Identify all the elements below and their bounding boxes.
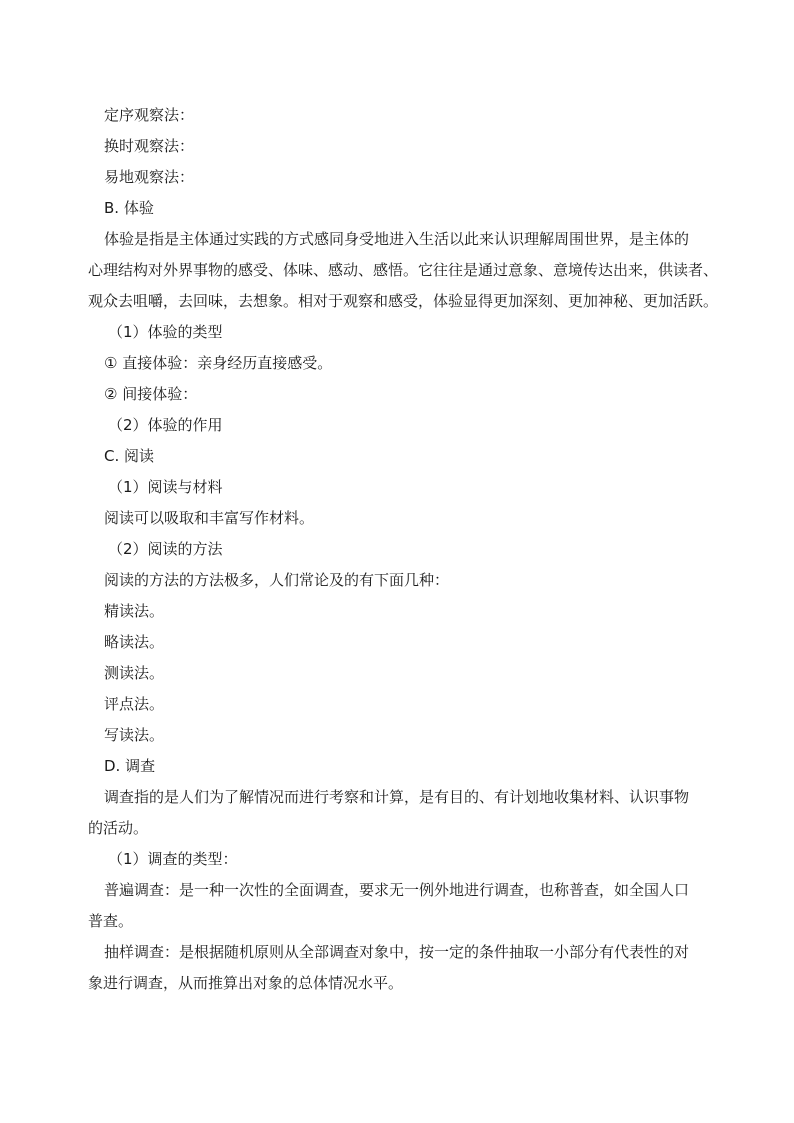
subheading-survey-types: （1）调查的类型： bbox=[108, 850, 238, 868]
section-heading-c: C. 阅读 bbox=[104, 447, 155, 465]
text-line: 阅读的方法的方法极多，人们常论及的有下面几种： bbox=[104, 571, 450, 589]
document-body bbox=[88, 100, 719, 999]
paragraph-experience-definition bbox=[88, 224, 719, 317]
paragraph-line: 普查。 bbox=[88, 912, 134, 930]
paragraph-line: 体验是指是主体通过实践的方式感同身受地进入生活以此来认识理解周围世界，是主体的 bbox=[104, 230, 690, 248]
list-item: 测读法。 bbox=[104, 664, 165, 682]
list-item: 写读法。 bbox=[104, 726, 165, 744]
text-line: 换时观察法： bbox=[104, 137, 195, 155]
list-item: 略读法。 bbox=[104, 633, 165, 651]
text-line: 阅读可以吸取和丰富写作材料。 bbox=[104, 509, 315, 527]
paragraph-line: 心理结构对外界事物的感受、体味、感动、感悟。它往往是通过意象、意境传达出来，供读者、 bbox=[88, 261, 719, 279]
subheading-reading-material: （1）阅读与材料 bbox=[108, 478, 223, 496]
paragraph-line: 调查指的是人们为了解情况而进行考察和计算，是有目的、有计划地收集材料、认识事物 bbox=[104, 788, 690, 806]
paragraph-line: 抽样调查：是根据随机原则从全部调查对象中，按一定的条件抽取一小部分有代表性的对 bbox=[104, 943, 690, 961]
subheading-experience-effect: （2）体验的作用 bbox=[108, 416, 223, 434]
paragraph-line: 观众去咀嚼，去回味，去想象。相对于观察和感受，体验显得更加深刻、更加神秘、更加活跃。 bbox=[88, 292, 719, 310]
text-line: 易地观察法： bbox=[104, 168, 195, 186]
section-heading-d: D. 调查 bbox=[104, 757, 156, 775]
subheading-experience-types: （1）体验的类型 bbox=[108, 323, 223, 341]
section-heading-b: B. 体验 bbox=[104, 199, 154, 217]
list-item: 精读法。 bbox=[104, 602, 165, 620]
paragraph-sample-survey bbox=[88, 937, 696, 999]
subheading-reading-methods: （2）阅读的方法 bbox=[108, 540, 223, 558]
list-item: ② 间接体验： bbox=[104, 385, 198, 403]
list-item: ① 直接体验：亲身经历直接感受。 bbox=[104, 354, 333, 372]
text-line: 定序观察法： bbox=[104, 106, 195, 124]
list-item: 评点法。 bbox=[104, 695, 165, 713]
paragraph-line: 的活动。 bbox=[88, 819, 149, 837]
paragraph-survey-definition bbox=[88, 782, 696, 844]
paragraph-line: 象进行调查，从而推算出对象的总体情况水平。 bbox=[88, 974, 404, 992]
paragraph-line: 普遍调查：是一种一次性的全面调查，要求无一例外地进行调查，也称普查，如全国人口 bbox=[104, 881, 690, 899]
paragraph-general-survey bbox=[88, 875, 696, 937]
